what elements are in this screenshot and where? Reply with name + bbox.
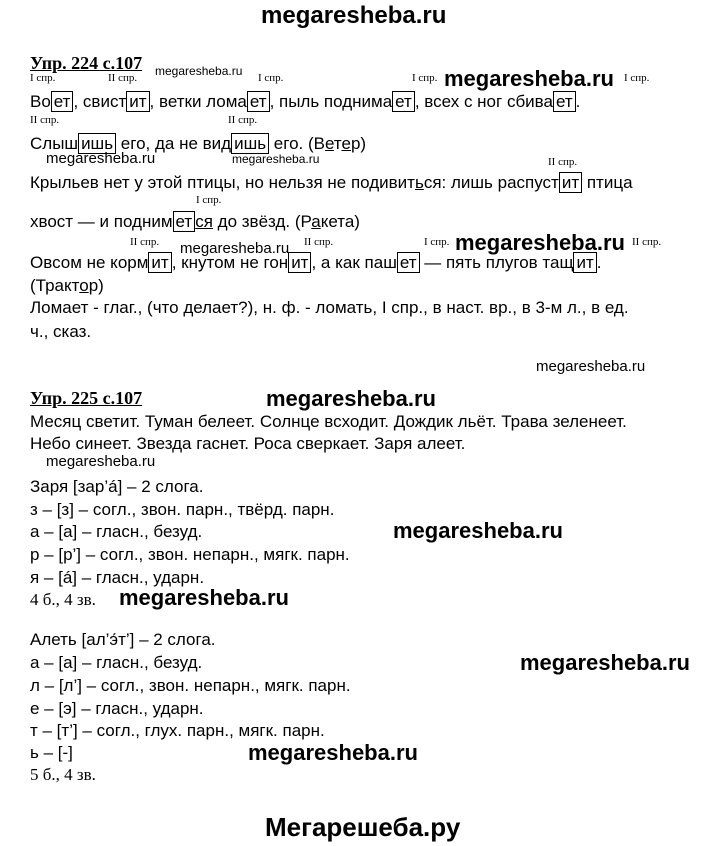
ending-box: ет: [173, 211, 196, 232]
conj-label: II спр.: [228, 114, 258, 126]
text-line: хвост — и подним ет ся до звёзд. (Ракета): [30, 212, 360, 231]
watermark-bold: megaresheba.ru: [266, 386, 436, 411]
ending-box: ишь: [231, 133, 269, 154]
text-line: Во ет , свист ит , ветки лома ет , пыль поднима ет , всех с ног сбива ет .: [30, 92, 581, 111]
phonetic-row: л – [л’] – согл., звон. непарн., мягк. парн.: [30, 676, 351, 695]
watermark-small: megaresheba.ru: [46, 150, 156, 167]
ending-box: ит: [559, 172, 582, 193]
text-line: ч., сказ.: [30, 322, 92, 341]
watermark-small: megaresheba.ru: [232, 152, 320, 166]
text-line: Крыльев нет у этой птицы, но нельзя не подивиться: лишь распуст ит птица: [30, 173, 633, 192]
conj-label: I спр.: [624, 72, 650, 84]
conj-label: I спр.: [412, 72, 438, 84]
watermark-bold: megaresheba.ru: [248, 740, 418, 765]
conj-label: I спр.: [30, 72, 56, 84]
conj-label: I спр.: [258, 72, 284, 84]
watermark-bold: megaresheba.ru: [119, 585, 289, 610]
text-line: Ломает - глаг., (что делает?), н. ф. - ломать, I спр., в наст. вр., в 3-м л., в ед.: [30, 298, 629, 317]
word-analysis-head: Заря [зар’á] – 2 слога.: [30, 477, 204, 496]
conj-label: II спр.: [632, 236, 662, 248]
watermark-bottom: Мегарешеба.ру: [265, 812, 461, 842]
exercise-224-title: Упр. 224 с.107: [30, 53, 143, 73]
ending-box: ет: [397, 252, 420, 273]
ending-box: ит: [126, 91, 149, 112]
watermark-bold: megaresheba.ru: [393, 518, 563, 543]
ending-box: ет: [392, 91, 415, 112]
word-analysis-head: Алеть [ал’э́т’] – 2 слога.: [30, 630, 216, 649]
exercise-225-title: Упр. 225 с.107: [30, 388, 143, 408]
conj-label: II спр.: [130, 236, 160, 248]
text-line: Месяц светит. Туман белеет. Солнце всходит. Дождик льёт. Трава зеленеет.: [30, 412, 627, 431]
ending-box: ишь: [78, 133, 116, 154]
watermark-small: megaresheba.ru: [46, 453, 156, 470]
text-line: (Трактор): [30, 276, 104, 295]
watermark-small: megaresheba.ru: [536, 358, 646, 375]
phonetic-row: р – [р’] – согл., звон. непарн., мягк. парн.: [30, 545, 350, 564]
watermark-top: megaresheba.ru: [261, 2, 447, 29]
ending-box: ет: [51, 91, 74, 112]
text-line: Овсом не корм ит , кнутом не гон ит , а как паш ет — пять плугов тащ ит .: [30, 253, 602, 272]
ending-box: ит: [573, 252, 596, 273]
conj-label: II спр.: [30, 114, 60, 126]
phonetic-row: а – [а] – гласн., безуд.: [30, 653, 203, 672]
conj-label: II спр.: [108, 72, 138, 84]
conj-label: II спр.: [548, 156, 578, 168]
phonetic-summary: 5 б., 4 зв.: [30, 765, 96, 784]
ending-box: ет: [553, 91, 576, 112]
ending-box: ит: [148, 252, 171, 273]
phonetic-row: т – [т’] – согл., глух. парн., мягк. парн.: [30, 721, 325, 740]
watermark-bold: megaresheba.ru: [520, 650, 690, 675]
watermark-bold: megaresheba.ru: [444, 66, 614, 91]
conj-label: I спр.: [196, 194, 222, 206]
watermark-small: megaresheba.ru: [155, 64, 243, 78]
watermark-bold: megaresheba.ru: [455, 230, 625, 255]
phonetic-row: ь – [-]: [30, 743, 73, 762]
conj-label: II спр.: [304, 236, 334, 248]
phonetic-row: я – [á] – гласн., ударн.: [30, 568, 205, 587]
text-line: Небо синеет. Звезда гаснет. Роса сверкает. Заря алеет.: [30, 434, 466, 453]
watermark-small: megaresheba.ru: [180, 240, 290, 257]
phonetic-row: а – [а] – гласн., безуд.: [30, 522, 203, 541]
ending-box: ит: [288, 252, 311, 273]
phonetic-row: е – [э] – гласн., ударн.: [30, 699, 204, 718]
phonetic-summary: 4 б., 4 зв.: [30, 590, 96, 609]
ending-box: ет: [247, 91, 270, 112]
phonetic-row: з – [з] – согл., звон. парн., твёрд. парн.: [30, 500, 335, 519]
text-line: Слыш ишь его, да не вид ишь его. (Ветер): [30, 134, 367, 153]
conj-label: I спр.: [424, 236, 450, 248]
